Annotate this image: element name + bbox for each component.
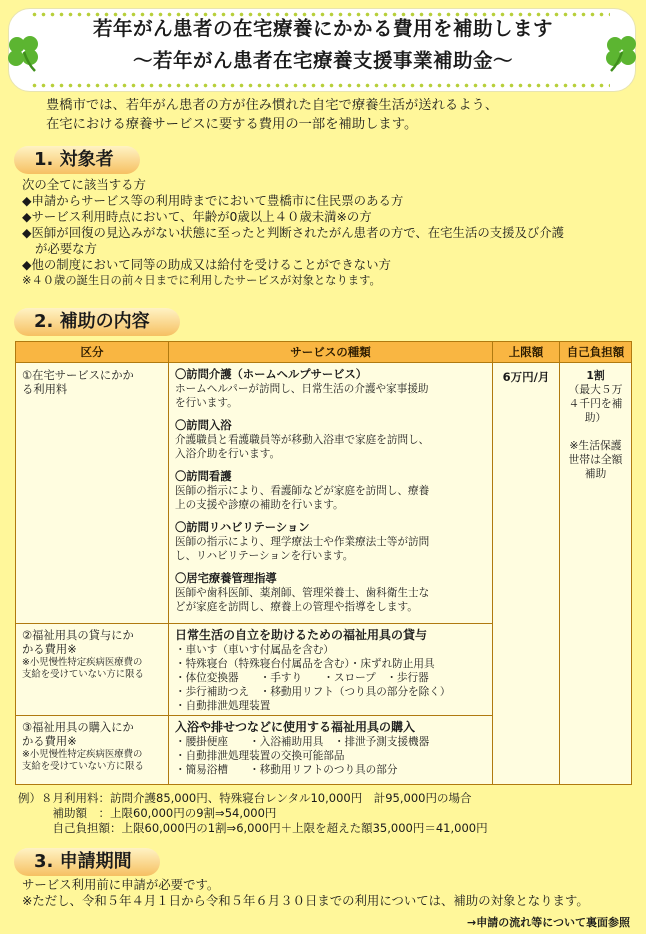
row1-category-cell: ①在宅サービスにかか る利用料 xyxy=(15,362,169,624)
purchase-items-list: 入浴や排せつなどに使用する福祉用具の購入 ・腰掛便座 ・入浴補助用具 ・排泄予測支援機器 ・自動排泄処理装置の交換可能部品 ・簡易浴槽 ・移動用リフトのつり具の部分 xyxy=(175,720,430,776)
table-header-service: サービスの種類 xyxy=(168,341,493,363)
row3-category-cell: ③福祉用具の購入にか かる費用※ ※小児慢性特定疾病医療費の 支給を受けていない方に限る xyxy=(15,715,169,785)
copay-cell xyxy=(559,362,632,785)
row2-note: ※小児慢性特定疾病医療費の xyxy=(22,657,143,668)
service-nursing: 〇訪問看護 医師の指示により、看護師などが家庭を訪問し、療養 上の支援や診療の補助を行います。 xyxy=(175,470,430,511)
row1-services-cell xyxy=(168,362,493,624)
calculation-example: 例）８月利用料：訪問介護85,000円、特殊寝台レンタル10,000円 計95,000円の場合 補助額 ：上限60,000円の9割⇒54,000円 自己負担額：上限60,000円の1割⇒6,000円＋上限を超えた額35,000円＝41,000円 xyxy=(18,791,488,835)
limit-cell xyxy=(492,362,560,785)
page-subtitle: ～若年がん患者在宅療養支援事業補助金～ xyxy=(132,49,513,72)
copay-text: 1割 （最大５万 ４千円を補 助） ※生活保護 世帯は全額 補助 xyxy=(568,369,623,480)
row3-label: ③福祉用具の購入にか xyxy=(22,721,134,734)
table-header-limit: 上限額 xyxy=(492,341,560,363)
see-reverse-note: →申請の流れ等について裏面参照 xyxy=(467,916,630,929)
service-rehabilitation: 〇訪問リハビリテーション 医師の指示により、理学療法士や作業療法士等が訪問 し、リハビリテーションを行います。 xyxy=(175,521,430,562)
row3-note: ※小児慢性特定疾病医療費の xyxy=(22,749,143,760)
row2-category-cell: ②福祉用具の貸与にか かる費用※ ※小児慢性特定疾病医療費の 支給を受けていない方に限る xyxy=(15,623,169,716)
limit-amount: 6万円/月 xyxy=(502,370,550,384)
row2-services-cell xyxy=(168,623,493,716)
intro-text: 豊橋市では、若年がん患者の方が住み慣れた自宅で療養生活が送れるよう、 在宅における療養サービスに要する費用の一部を補助します。 xyxy=(46,98,499,132)
page-title: 若年がん患者の在宅療養にかかる費用を補助します xyxy=(92,17,553,40)
table-header-copay: 自己負担額 xyxy=(559,341,632,363)
service-bathing: 〇訪問入浴 介護職員と看護職員等が移動入浴車で家庭を訪問し、 入浴介助を行います。 xyxy=(175,419,430,460)
table-header-category: 区分 xyxy=(15,341,169,363)
section-1-heading: 1. 対象者 xyxy=(14,146,140,174)
row2-label: ②福祉用具の貸与にか xyxy=(22,629,134,642)
row3-services-cell xyxy=(168,715,493,785)
rental-items-list: 日常生活の自立を助けるための福祉用具の貸与 ・車いす（車いす付属品を含む） ・特殊寝台（特殊寝台付属品を含む）・床ずれ防止用具 ・体位変換器 ・手すり ・スロープ ・歩行器 ・歩行補助つえ ・移動用リフト（つり具の部分を除く） ・自動排泄処理装置 xyxy=(175,628,451,712)
row1-label: ①在宅サービスにかか xyxy=(22,369,134,382)
service-home-help: 〇訪問介護（ホームヘルプサービス） ホームヘルパーが訪問し、日常生活の介護や家事援助 を行います。 xyxy=(175,368,429,409)
service-care-management: 〇居宅療養管理指導 医師や歯科医師、薬剤師、管理栄養士、歯科衛生士な どが家庭を訪問し、療養上の管理や指導をします。 xyxy=(175,572,430,613)
section-3-body: サービス利用前に申請が必要です。 ※ただし、令和５年４月１日から令和５年６月３０日までの利用については、補助の対象となります。 xyxy=(22,877,589,908)
subsidy-table xyxy=(15,341,632,785)
section-3-heading: 3. 申請期間 xyxy=(14,848,160,876)
section-1-body: 次の全てに該当する方 ◆申請からサービス等の利用時までにおいて豊橋市に住民票のある方 ◆サービス利用時点において、年齢が0歳以上４０歳未満※の方 ◆医師が回復の見込みがない状態に至ったと判断されたがん患者の方で、在宅生活の支援及び介護 が必要な方 ◆他の制度において同等の助成又は給付を受けることができない方 ※４０歳の誕生日の前々日までに利用したサービスが対象となります。 xyxy=(22,177,565,287)
dot-border-bottom xyxy=(30,83,610,88)
section-2-heading: 2. 補助の内容 xyxy=(14,308,180,336)
